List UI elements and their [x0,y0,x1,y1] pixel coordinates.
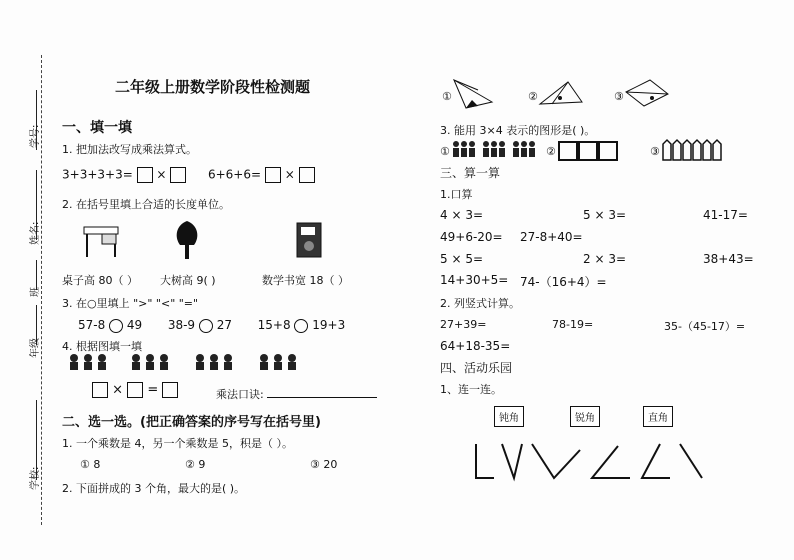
equals-sign: = [147,382,159,398]
q2b-text: 大树高 9( ) [160,274,216,287]
calc-r1c2: 5 × 3= [583,208,627,222]
pic-num-3: ③ [650,145,660,158]
answer-box[interactable] [265,167,281,183]
times-sign: × [284,167,295,182]
shape-num-3: ③ [614,90,624,103]
q3-left: 57-8 [78,318,106,332]
figure-groups-icon [68,352,318,374]
section4-title: 四、活动乐园 [440,361,513,375]
q1b-text: 6+6+6= [207,167,262,182]
s2-opt-3[interactable]: ③ 20 [310,458,338,471]
vert-1: 27+39= [440,318,487,331]
calc-r1c3: 41-17= [703,208,748,222]
calc-r3c2: 2 × 3= [583,252,627,266]
shape-num-2: ② [528,90,538,103]
compare-circle[interactable] [199,319,213,333]
angle-label-acute[interactable]: 锐角 [570,406,600,427]
name-label: 姓名: [30,221,41,245]
calc-r2c1: 49+6-20= [440,230,503,244]
q3-prompt: 3. 在○里填上 ">" "<" "=" [62,297,199,310]
koujue-label: 乘法口诀: [216,388,264,401]
binding-dashed-line [41,55,42,525]
vert-4: 64+18-35= [440,339,511,353]
s2-opt-2[interactable]: ② 9 [185,458,206,471]
angle-label-obtuse[interactable]: 钝角 [494,406,524,427]
q3-right: 19+3 [312,318,346,332]
angle-shape-1-icon [452,78,494,110]
math-book-icon [296,222,322,258]
angle-shape-3-icon [624,78,670,108]
vertical-calc-label: 2. 列竖式计算。 [440,297,520,310]
number-label: 学号: [30,124,41,148]
calc-r1c1: 4 × 3= [440,208,484,222]
answer-box[interactable] [92,382,108,398]
calc-r3c3: 38+43= [703,252,754,266]
section3-title: 三、算一算 [440,166,501,180]
lian-prompt: 1、连一连。 [440,383,502,396]
q3-right: 49 [126,318,143,332]
q4-equation-row [92,382,178,398]
fence-icon [557,138,621,162]
section2-title: 二、选一选。(把正确答案的序号写在括号里) [62,415,321,430]
vert-2: 78-19= [552,318,594,331]
answer-box[interactable] [137,167,153,183]
grade-label: 年级 [30,338,41,358]
angle-figures-icon [470,440,710,484]
s2-opt-1[interactable]: ① 8 [80,458,101,471]
koujue-row [216,386,377,402]
calc-r3c1: 5 × 5= [440,252,484,266]
q1a-text: 3+3+3+3= [62,167,133,182]
answer-box[interactable] [170,167,186,183]
kousuan-label: 1.口算 [440,188,473,201]
q3-right: 27 [216,318,232,332]
shape-num-1: ① [442,90,452,103]
pic-num-2: ② [546,145,556,158]
answer-box[interactable] [299,167,315,183]
q2-prompt: 2. 在括号里填上合适的长度单位。 [62,198,230,211]
calc-r4c2: 74-（16+4）= [520,275,607,289]
fence-posts-icon [661,138,723,162]
angle-shape-2-icon [538,80,584,108]
tree-icon [172,219,202,261]
q3-left: 15+8 [257,318,291,332]
angle-label-right[interactable]: 直角 [643,406,673,427]
s2-q1: 1. 一个乘数是 4，另一个乘数是 5，积是（ ）。 [62,437,293,450]
q2c-text: 数学书宽 18（ ） [262,274,349,287]
compare-circle[interactable] [109,319,123,333]
class-label: 班 [30,287,41,297]
compare-circle[interactable] [294,319,308,333]
desk-icon [82,223,122,259]
q1-row [62,167,315,183]
q3-3x4-prompt: 3. 能用 3×4 表示的图形是( )。 [440,124,596,137]
q2a-text: 桌子高 80（ ） [62,274,138,287]
school-label: 学校: [30,466,41,490]
s2-q2: 2. 下面拼成的 3 个角，最大的是( )。 [62,482,246,495]
q4-prompt: 4. 根据图填一填 [62,340,142,353]
answer-box[interactable] [162,382,178,398]
class-line [36,260,37,290]
calc-r4c1: 14+30+5= [440,273,509,287]
koujue-blank[interactable] [267,397,377,398]
page-title: 二年级上册数学阶段性检测题 [115,78,311,96]
q1-prompt: 1. 把加法改写成乘法算式。 [62,143,197,156]
q3-left: 38-9 [167,318,196,332]
times-sign: × [112,382,124,398]
vert-3: 35-（45-17）= [664,320,746,333]
section1-title: 一、填一填 [62,120,132,136]
answer-box[interactable] [127,382,143,398]
times-sign: × [156,167,167,182]
people-group-icon [452,140,544,160]
q3-row [78,318,345,333]
calc-r2c2: 27-8+40= [520,230,583,244]
pic-num-1: ① [440,145,450,158]
